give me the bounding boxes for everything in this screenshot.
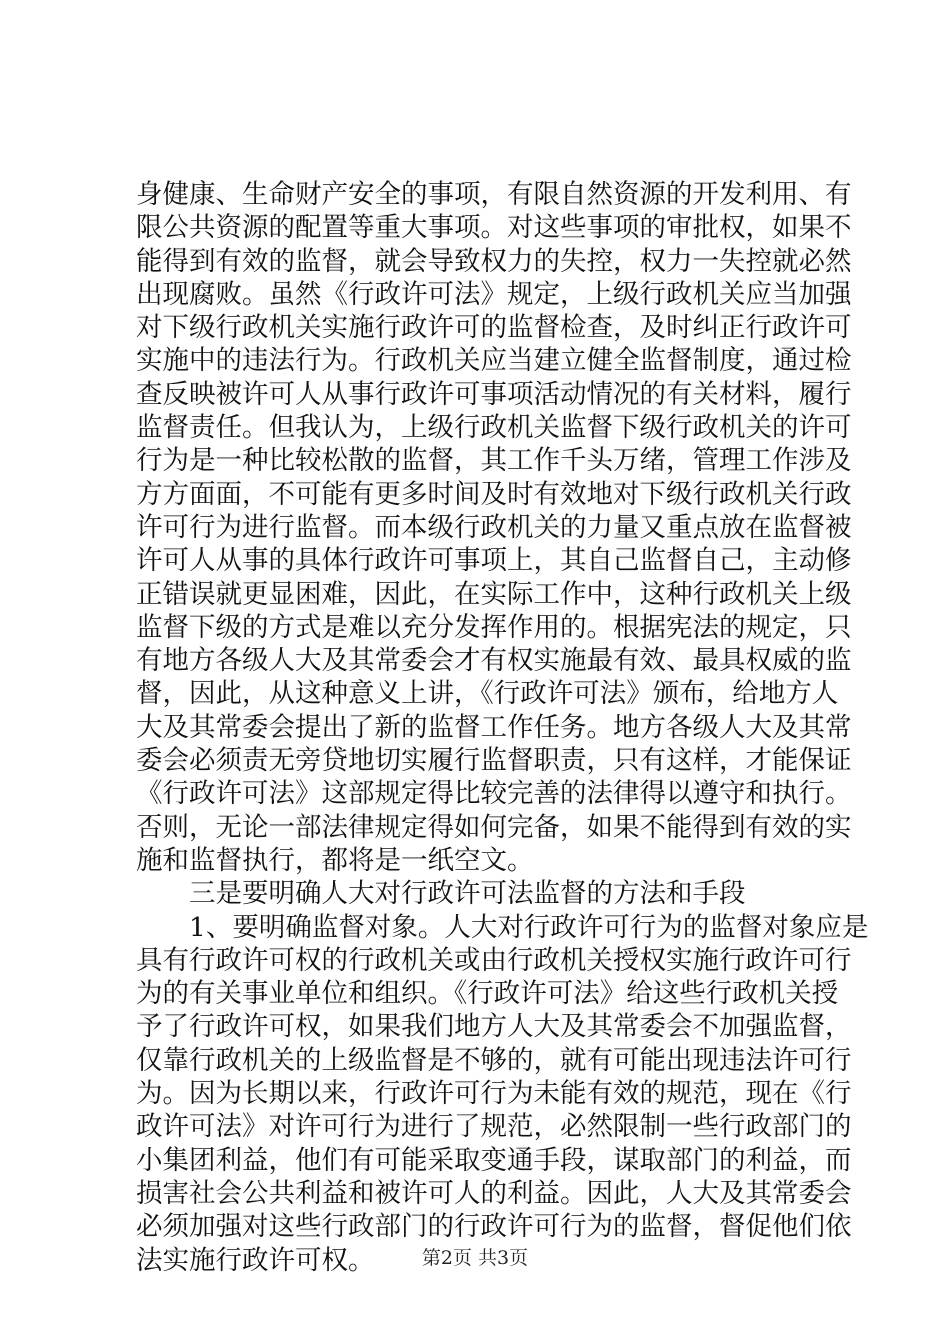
text-line: 政许可法》对许可行为进行了规范，必然限制一些行政部门的 (136, 1111, 852, 1143)
paragraph-continuation (136, 178, 852, 877)
text-line: 小集团利益，他们有可能采取变通手段，谋取部门的利益，而 (136, 1144, 852, 1176)
text-line: 必须加强对这些行政部门的行政许可行为的监督，督促他们依 (136, 1211, 852, 1243)
text-line: 正错误就更显困难，因此，在实际工作中，这种行政机关上级 (136, 578, 852, 610)
text-line: 1、要明确监督对象。人大对行政许可行为的监督对象应是 (189, 911, 869, 943)
text-line: 许可行为进行监督。而本级行政机关的力量又重点放在监督被 (136, 511, 852, 543)
heading-line: 三是要明确人大对行政许可法监督的方法和手段 (189, 878, 746, 910)
text-line: 有地方各级人大及其常委会才有权实施最有效、最具权威的监 (136, 645, 852, 677)
text-line: 损害社会公共利益和被许可人的利益。因此，人大及其常委会 (136, 1177, 852, 1209)
text-line: 身健康、生命财产安全的事项，有限自然资源的开发利用、有 (136, 179, 852, 210)
text-line: 方方面面，不可能有更多时间及时有效地对下级行政机关行政 (136, 478, 852, 510)
text-line: 为的有关事业单位和组织。《行政许可法》给这些行政机关授 (136, 978, 839, 1010)
text-line: 监督责任。但我认为，上级行政机关监督下级行政机关的许可 (136, 412, 852, 444)
text-line: 出现腐败。虽然《行政许可法》规定，上级行政机关应当加强 (136, 278, 852, 310)
text-line: 法实施行政许可权。 (136, 1244, 375, 1276)
text-line: 大及其常委会提出了新的监督工作任务。地方各级人大及其常 (136, 711, 852, 743)
text-line: 监督下级的方式是难以充分发挥作用的。根据宪法的规定，只 (136, 611, 852, 643)
section-heading (136, 877, 836, 910)
text-line: 许可人从事的具体行政许可事项上，其自己监督自己，主动修 (136, 545, 852, 577)
text-line: 委会必须责无旁贷地切实履行监督职责，只有这样，才能保证 (136, 745, 852, 777)
text-line: 施和监督执行，都将是一纸空文。 (136, 844, 534, 876)
text-line: 为。因为长期以来，行政许可行为未能有效的规范，现在《行 (136, 1078, 852, 1110)
text-line: 能得到有效的监督，就会导致权力的失控，权力一失控就必然 (136, 245, 852, 277)
text-line: 具有行政许可权的行政机关或由行政机关授权实施行政许可行 (136, 944, 852, 976)
text-line: 行为是一种比较松散的监督，其工作千头万绪，管理工作涉及 (136, 445, 852, 477)
text-line: 《行政许可法》这部规定得比较完善的法律得以遵守和执行。 (136, 778, 852, 810)
text-line: 对下级行政机关实施行政许可的监督检查，及时纠正行政许可 (136, 312, 852, 344)
text-line: 实施中的违法行为。行政机关应当建立健全监督制度，通过检 (136, 345, 852, 377)
page-number-footer: 第2页 共3页 (421, 1247, 529, 1269)
text-line: 查反映被许可人从事行政许可事项活动情况的有关材料，履行 (136, 378, 852, 410)
text-line: 否则，无论一部法律规定得如何完备，如果不能得到有效的实 (136, 811, 852, 843)
paragraph-supervision-object (136, 911, 869, 1277)
text-line: 督，因此，从这种意义上讲，《行政许可法》颁布，给地方人 (136, 678, 839, 710)
text-line: 仅靠行政机关的上级监督是不够的，就有可能出现违法许可行 (136, 1044, 852, 1076)
document-body (136, 178, 869, 1277)
text-line: 予了行政许可权，如果我们地方人大及其常委会不加强监督， (136, 1011, 852, 1043)
text-line: 限公共资源的配置等重大事项。对这些事项的审批权，如果不 (136, 212, 852, 244)
